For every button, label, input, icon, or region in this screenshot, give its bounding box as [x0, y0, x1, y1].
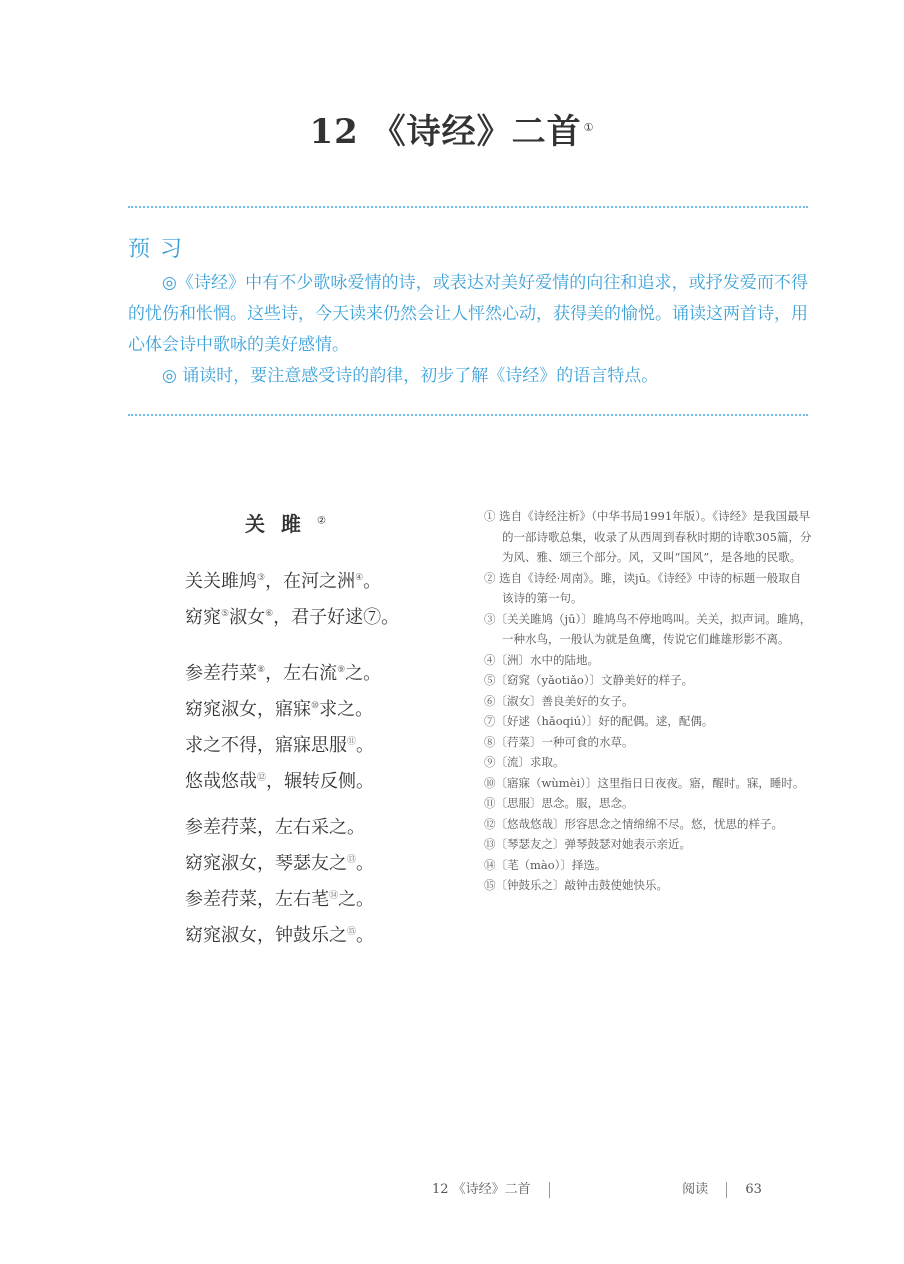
- stanza-1: [185, 562, 399, 634]
- bottom-divider: [128, 414, 808, 416]
- poem-line: 求之不得，寤寐思服⑪。: [185, 735, 375, 756]
- poem-line: 悠哉悠哉⑫，辗转反侧。: [185, 771, 375, 792]
- preview-body: [128, 268, 808, 392]
- footnote: ⑬〔琴瑟友之〕弹琴鼓瑟对她表示亲近。: [484, 837, 691, 851]
- page-footer: [432, 1178, 762, 1198]
- poem-line: 关关雎鸠③，在河之洲④。: [185, 571, 382, 592]
- poem-line: 窈窕淑女，寤寐⑩求之。: [185, 699, 374, 720]
- footnote: ⑮〔钟鼓乐之〕敲钟击鼓使她快乐。: [484, 878, 668, 892]
- stanza-3: [185, 812, 374, 952]
- footnotes: [484, 506, 812, 896]
- preview-heading: 预习: [128, 237, 193, 262]
- poem-line: 参差荇菜⑧，左右流⑨之。: [185, 663, 382, 684]
- title-footnote-mark: ①: [583, 120, 595, 134]
- preview-paragraph: ◎《诗经》中有不少歌咏爱情的诗，或表达对美好爱情的向往和追求，或抒发爱而不得的忧伤和怅惘。这些诗，今天读来仍然会让人怦然心动，获得美的愉悦。诵读这两首诗，用心体会诗中歌咏的美好感情。: [128, 273, 808, 355]
- poem-line: 参差荇菜，左右芼⑭之。: [185, 889, 375, 910]
- footnote: ⑫〔悠哉悠哉〕形容思念之情绵绵不尽。悠，忧思的样子。: [484, 816, 783, 831]
- footnote: ① 选自《诗经注析》（中华书局1991年版）。《诗经》是我国最早的一部诗歌总集，收录了从西周到春秋时期的诗歌305篇，分为风、雅、颂三个部分。风，又叫“国风”，是各地的民歌。: [484, 509, 812, 564]
- poem-title: [245, 508, 326, 537]
- poem-line: 窈窕⑤淑女⑥，君子好逑⑦。: [185, 607, 400, 628]
- poem-title-text: 关雎: [245, 512, 317, 536]
- footer-separator: [726, 1182, 727, 1198]
- lesson-title: [0, 104, 904, 153]
- footnote: ④〔洲〕水中的陆地。: [484, 652, 599, 667]
- footnote: ⑦〔好逑（hǎoqiú）〕好的配偶。逑，配偶。: [484, 714, 714, 728]
- stanza-2: [185, 654, 381, 798]
- footer-section: 阅读: [682, 1182, 709, 1197]
- footnote: ③〔关关雎鸠（jū）〕雎鸠鸟不停地鸣叫。关关，拟声词。雎鸠，一种水鸟，一般认为就是鱼鹰，传说它们雌雄形影不离。: [484, 611, 812, 646]
- footer-lesson-ref: 12 《诗经》二首: [432, 1182, 531, 1197]
- poem-title-mark: ②: [317, 515, 326, 527]
- footnote: ⑩〔寤寐（wùmèi）〕这里指日日夜夜。寤，醒时。寐，睡时。: [484, 775, 805, 790]
- footnote: ⑧〔荇菜〕一种可食的水草。: [484, 734, 634, 749]
- poem-line: 窈窕淑女，琴瑟友之⑬。: [185, 853, 375, 874]
- footnote: ⑪〔思服〕思念。服，思念。: [484, 796, 634, 810]
- footnote: ⑥〔淑女〕善良美好的女子。: [484, 693, 634, 708]
- footer-separator: [549, 1182, 550, 1198]
- poem-line: 参差荇菜，左右采之。: [185, 817, 365, 838]
- footnote: ⑭〔芼（mào）〕择选。: [484, 857, 607, 872]
- top-divider: [128, 206, 808, 208]
- footnote: ⑤〔窈窕（yǎotiǎo）〕文静美好的样子。: [484, 673, 694, 687]
- lesson-title-text: 《诗经》二首: [371, 112, 582, 152]
- footnote: ⑨〔流〕求取。: [484, 755, 565, 769]
- lesson-number: 12: [309, 112, 359, 152]
- poem-line: 窈窕淑女，钟鼓乐之⑮。: [185, 925, 375, 946]
- footnote: ② 选自《诗经·周南》。雎，读jū。《诗经》中诗的标题一般取自该诗的第一句。: [484, 570, 802, 605]
- preview-paragraph: ◎ 诵读时，要注意感受诗的韵律，初步了解《诗经》的语言特点。: [162, 366, 659, 386]
- page-number: 63: [745, 1182, 762, 1197]
